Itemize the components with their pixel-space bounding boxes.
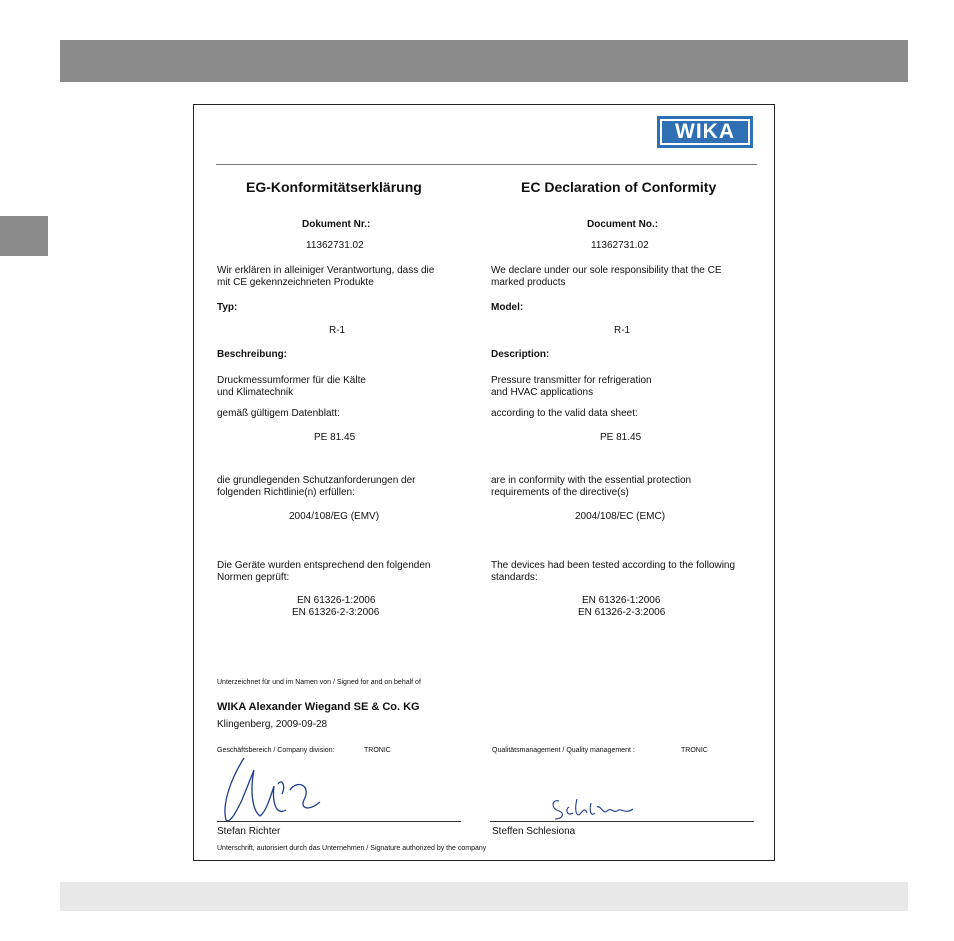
quality-label: Qualitätsmanagement / Quality management : [492,747,635,754]
company-name: WIKA Alexander Wiegand SE & Co. KG [217,701,420,713]
doc-no-en: 11362731.02 [591,240,649,251]
signer-right: Steffen Schlesiona [492,826,576,837]
tested-en-2: standards: [491,572,538,583]
standard-en-1: EN 61326-1:2006 [582,595,661,606]
place-date: Klingenberg, 2009-09-28 [217,719,328,730]
desc-de-1: Druckmessumformer für die Kälte [217,375,366,386]
datasheet-label-de: gemäß gültigem Datenblatt: [217,408,340,419]
signer-left: Stefan Richter [217,826,281,837]
declaration-document [193,104,775,861]
tested-de-1: Die Geräte wurden entsprechend den folgenden [217,560,431,571]
desc-en-2: and HVAC applications [491,387,594,398]
signature-line-left [217,821,461,822]
header-bar [60,40,908,82]
intro-de-1: Wir erklären in alleiniger Verantwortung, dass die [217,265,435,276]
directive-de: 2004/108/EG (EMV) [289,511,380,522]
doc-label-en: Document No.: [587,219,659,230]
type-label-en: Model: [491,302,524,313]
signature-line-right [490,821,754,822]
datasheet-value-de: PE 81.45 [314,432,356,443]
division-value: TRONIC [364,747,391,754]
signature-left [216,750,326,825]
intro-en-2: marked products [491,277,566,288]
conform-de-2: folgenden Richtlinie(n) erfüllen: [217,487,355,498]
quality-value: TRONIC [681,747,708,754]
division-label: Geschäftsbereich / Company division: [217,747,335,754]
datasheet-label-en: according to the valid data sheet: [491,408,638,419]
standard-en-2: EN 61326-2-3:2006 [578,607,666,618]
type-value-de: R-1 [329,325,346,336]
tested-de-2: Normen geprüft: [217,572,290,583]
doc-label-de: Dokument Nr.: [302,219,371,230]
desc-label-en: Description: [491,349,550,360]
intro-en-1: We declare under our sole responsibility that the CE [491,265,722,276]
type-value-en: R-1 [614,325,631,336]
chapter-tab [0,216,48,256]
wika-logo [657,116,753,148]
datasheet-value-en: PE 81.45 [600,432,642,443]
directive-en: 2004/108/EC (EMC) [575,511,666,522]
conform-de-1: die grundlegenden Schutzanforderungen der [217,475,416,486]
tested-en-1: The devices had been tested according to the following [491,560,736,571]
title-de: EG-Konformitätserklärung [246,179,422,195]
standard-de-2: EN 61326-2-3:2006 [292,607,380,618]
desc-en-1: Pressure transmitter for refrigeration [491,375,652,386]
signature-right [549,795,639,821]
signed-for-text: Unterzeichnet für und im Namen von / Signed for and on behalf of [217,679,421,686]
title-en: EC Declaration of Conformity [521,179,717,195]
type-label-de: Typ: [217,302,238,313]
doc-no-de: 11362731.02 [306,240,364,251]
header-rule [216,164,757,165]
standard-de-1: EN 61326-1:2006 [297,595,376,606]
footer-bar [60,882,908,911]
desc-de-2: und Klimatechnik [217,387,294,398]
intro-de-2: mit CE gekennzeichneten Produkte [217,277,374,288]
wika-logo-text: WIKA [662,121,748,143]
conform-en-1: are in conformity with the essential protection [491,475,692,486]
desc-label-de: Beschreibung: [217,349,288,360]
conform-en-2: requirements of the directive(s) [491,487,629,498]
authorized-text: Unterschrift, autorisiert durch das Unternehmen / Signature authorized by the company [217,845,487,852]
